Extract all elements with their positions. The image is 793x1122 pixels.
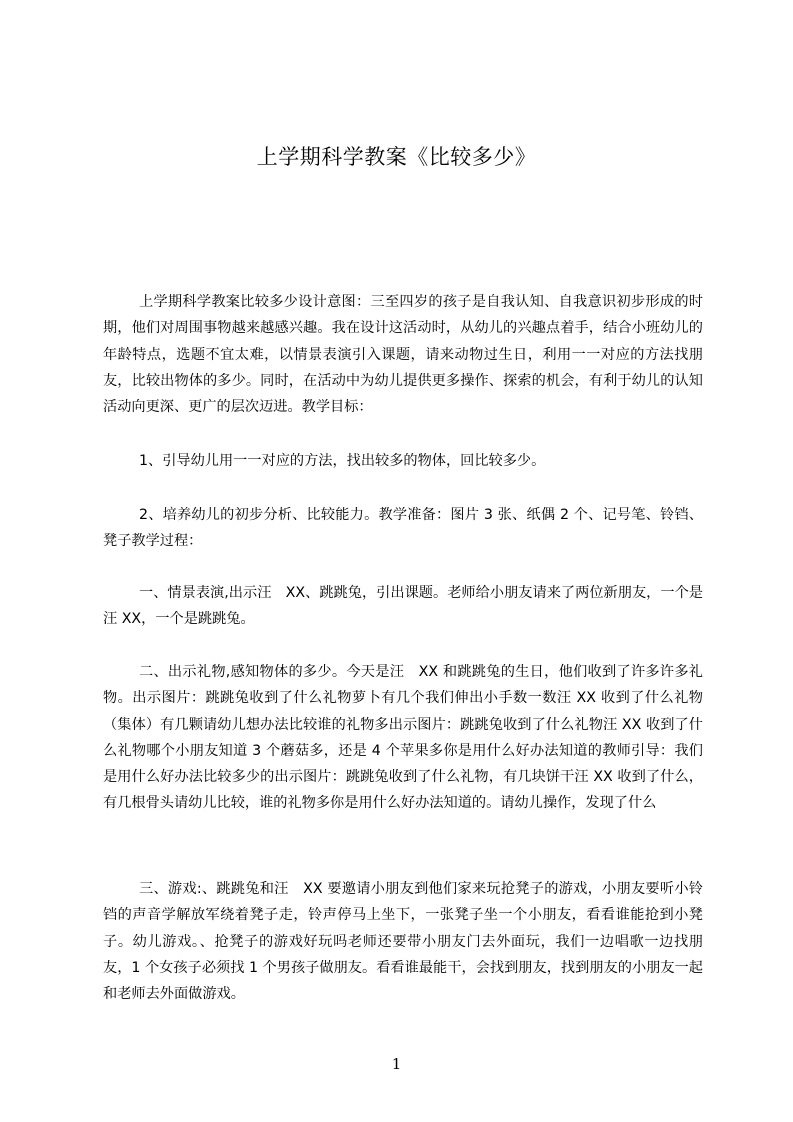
paragraph-goal-2: 2、培养幼儿的初步分析、比较能力。教学准备：图片 3 张、纸偶 2 个、记号笔、铃铛、凳子教学过程： [103,507,703,550]
paragraph-goal-1: 1、引导幼儿用一一对应的方法，找出较多的物体，回比较多少。 [139,453,546,469]
paragraph-step-1: 一、情景表演,出示汪 XX、跳跳兔，引出课题。老师给小朋友请来了两位新朋友，一个是汪 XX，一个是跳跳兔。 [103,585,703,628]
document-title: 上学期科学教案《比较多少》 [256,145,537,169]
paragraph-step-3: 三、游戏:、跳跳兔和汪 XX 要邀请小朋友到他们家来玩抢凳子的游戏，小朋友要听小铃铛的声音学解放军绕着凳子走，铃声停马上坐下，一张凳子坐一个小朋友，看看谁能抢到小凳子。幼儿游戏。、抢凳子的游戏好玩吗老师还要带小朋友门去外面玩，我们一边唱歌一边找朋友，1 个女孩子必须找 1 个男孩子做朋友。看看谁最能干，会找到朋友，找到朋友的小朋友一起和老师去外面做游戏。 [103,881,703,1003]
paragraph-step-2: 二、出示礼物,感知物体的多少。今天是汪 XX 和跳跳兔的生日，他们收到了许多许多礼物。出示图片：跳跳兔收到了什么礼物萝卜有几个我们伸出小手数一数汪 XX 收到了什么礼物（集体）有几颗请幼儿想办法比较谁的礼物多出示图片：跳跳兔收到了什么礼物汪 XX 收到了什么礼物哪个小朋友知道 3 个蘑菇多，还是 4 个苹果多你是用什么好办法知道的教师引导：我们是用什么好办法比较多少的出示图片：跳跳兔收到了什么礼物，有几块饼干汪 XX 收到了什么，有几根骨头请幼儿比较，谁的礼物多你是用什么好办法知道的。请幼儿操作，发现了什么 [103,664,703,812]
paragraph-design-intent: 上学期科学教案比较多少设计意图：三至四岁的孩子是自我认知、自我意识初步形成的时期，他们对周围事物越来越感兴趣。我在设计这活动时，从幼儿的兴趣点着手，结合小班幼儿的年龄特点，选题不宜太难，以情景表演引入课题，请来动物过生日，利用一一对应的方法找朋友，比较出物体的多少。同时，在活动中为幼儿提供更多操作、探索的机会，有利于幼儿的认知活动向更深、更广的层次迈进。教学目标： [103,294,703,416]
page-number: 1 [391,1055,402,1073]
